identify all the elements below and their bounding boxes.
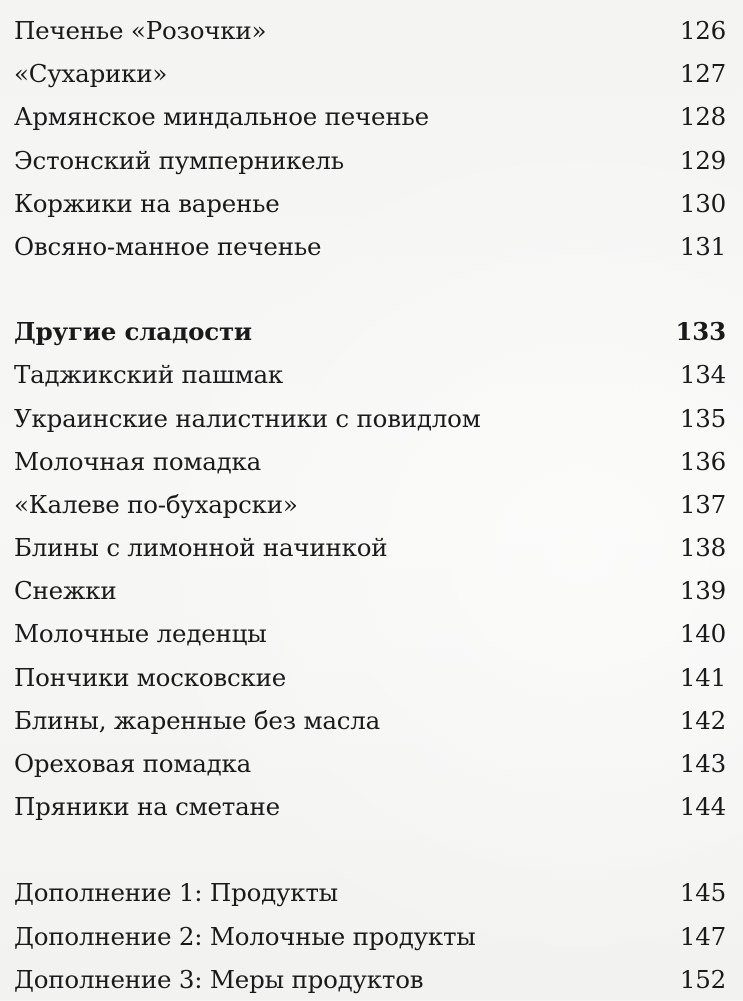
toc-entry-title: Дополнение 1: Продукты <box>14 878 338 908</box>
toc-entry-page: 131 <box>679 231 726 261</box>
toc-entry-page: 143 <box>679 749 726 778</box>
toc-entry-moscow-donuts <box>14 656 726 699</box>
toc-entry-page: 135 <box>679 403 726 433</box>
section-spacer <box>14 268 726 310</box>
toc-entry-oil-free-pancakes <box>14 699 726 742</box>
toc-entry-korzhiki <box>14 182 726 225</box>
toc-entry-title: Дополнение 2: Молочные продукты <box>14 921 476 951</box>
toc-entry-oat-semolina <box>14 225 726 268</box>
toc-entry-title: Молочные леденцы <box>14 619 267 649</box>
toc-entry-title: Коржики на варенье <box>14 188 280 218</box>
toc-entry-milk-fudge <box>14 440 726 483</box>
toc-entry-snezhki <box>14 569 726 612</box>
toc-entry-title: Ореховая помадка <box>14 749 252 778</box>
toc-entry-page: 145 <box>679 878 726 908</box>
toc-entry-page: 134 <box>679 360 726 390</box>
toc-entry-page: 136 <box>679 446 726 476</box>
toc-entry-page: 138 <box>679 533 726 563</box>
toc-entry-page: 128 <box>679 102 726 132</box>
toc-entry-page: 141 <box>679 662 726 692</box>
toc-entry-sour-cream-gingerbread <box>14 785 726 828</box>
toc-entry-appendix-3 <box>14 958 726 1001</box>
toc-entry-title: Печенье «Розочки» <box>14 16 267 45</box>
toc-entry-armenian-almond <box>14 95 726 138</box>
toc-entry-page: 129 <box>679 145 726 175</box>
toc-entry-title: Армянское миндальное печенье <box>14 102 429 132</box>
toc-entry-rozochki <box>14 9 726 52</box>
toc-entry-appendix-2 <box>14 915 726 958</box>
toc-entry-title: Молочная помадка <box>14 446 262 476</box>
toc-entry-title: Дополнение 3: Меры продуктов <box>14 964 424 994</box>
toc-entry-title: Пончики московские <box>14 662 287 692</box>
toc-entry-lemon-pancakes <box>14 526 726 569</box>
toc-entry-title: Овсяно-манное печенье <box>14 231 322 261</box>
toc-entry-nalistniki <box>14 397 726 440</box>
toc-entry-kaleve <box>14 483 726 526</box>
toc-entry-page: 152 <box>679 964 726 994</box>
toc-entry-title: Снежки <box>14 576 117 606</box>
toc-entry-page: 126 <box>679 16 726 45</box>
toc-entry-page: 130 <box>679 188 726 218</box>
toc-entry-page: 140 <box>679 619 726 649</box>
toc-entry-milk-candies <box>14 612 726 655</box>
toc-entry-page: 144 <box>679 792 726 822</box>
toc-entry-page: 147 <box>679 921 726 951</box>
toc-entry-title: «Калеве по-бухарски» <box>14 489 298 519</box>
toc-entry-appendix-1 <box>14 871 726 914</box>
toc-entry-pashmak <box>14 353 726 396</box>
toc-entry-title: Пряники на сметане <box>14 792 280 822</box>
toc-entry-page: 127 <box>679 59 726 89</box>
toc-entry-title: Блины, жаренные без масла <box>14 705 381 735</box>
toc-entry-page: 142 <box>679 705 726 735</box>
table-of-contents <box>14 9 726 1001</box>
toc-entry-title: Блины с лимонной начинкой <box>14 533 388 563</box>
toc-entry-title: Украинские налистники с повидлом <box>14 403 481 433</box>
toc-entry-page: 137 <box>679 489 726 519</box>
toc-section-page: 133 <box>675 317 726 347</box>
section-spacer <box>14 828 726 871</box>
toc-section-other-sweets <box>14 310 726 353</box>
toc-entry-suhariki <box>14 52 726 95</box>
toc-entry-title: Таджикский пашмак <box>14 360 283 390</box>
toc-entry-title: Эстонский пумперникель <box>14 145 344 175</box>
toc-entry-nut-fudge <box>14 742 726 785</box>
toc-entry-page: 139 <box>679 576 726 606</box>
toc-section-title: Другие сладости <box>14 317 252 347</box>
toc-entry-title: «Сухарики» <box>14 59 168 89</box>
toc-entry-estonian-pumpernickel <box>14 139 726 182</box>
